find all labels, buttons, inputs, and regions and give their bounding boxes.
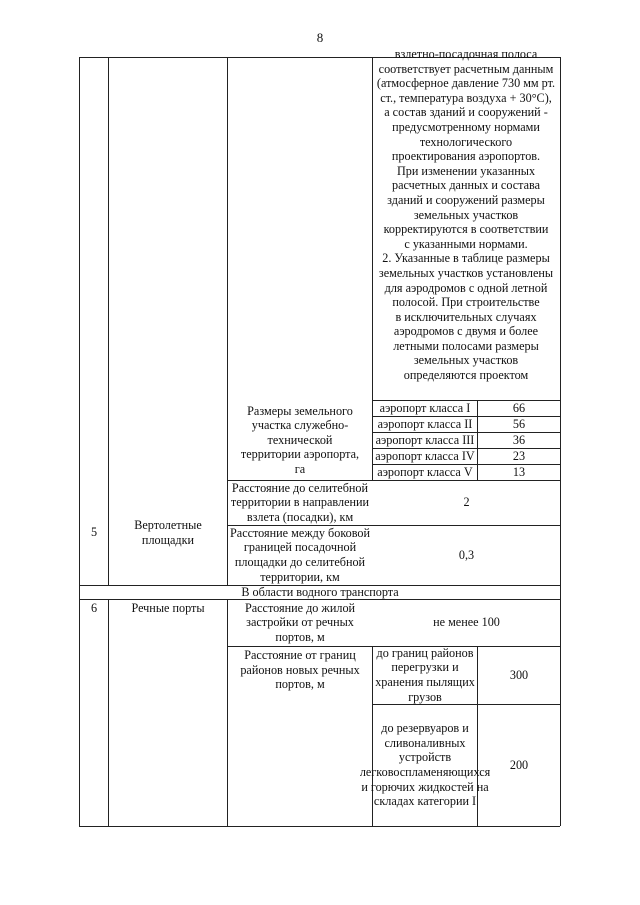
- row5-value-2: 0,3: [458, 547, 475, 562]
- row6-param-1: Расстояние до жилой застройки от речных портов, м: [244, 600, 356, 644]
- airport-class-4-value: 23: [512, 449, 526, 464]
- row5-param-1: Расстояние до селитебной территории в направлении взлета (посадки), км: [230, 480, 370, 524]
- row5-param-2: Расстояние между боковой границей посадочной площадки до селитебной территории, км: [230, 525, 371, 584]
- note-line: полосой. При строительстве: [392, 295, 540, 310]
- note-line: летными полосами размеры: [393, 338, 539, 353]
- note-line: предусмотренному нормами: [392, 119, 540, 134]
- note-line: проектирования аэропортов.: [391, 149, 541, 164]
- note-line: расчетных данных и состава: [391, 178, 541, 193]
- note-line: земельных участков: [413, 353, 519, 368]
- row6-name: Речные порты: [131, 601, 205, 615]
- note-line: зданий и сооружений размеры: [387, 192, 545, 207]
- note-line: с указанными нормами.: [404, 236, 528, 251]
- row5-value-1: 2: [463, 495, 470, 510]
- row6-param-2: Расстояние от границ районов новых речных портов, м: [240, 648, 360, 692]
- airport-note-text: [372, 47, 560, 383]
- airport-class-1-value: 66: [512, 401, 526, 416]
- note-line: а состав зданий и сооружений -: [384, 105, 548, 120]
- note-line: ст., температура воздуха + 30°С),: [380, 90, 552, 105]
- note-line: (атмосферное давление 730 мм рт.: [376, 76, 556, 91]
- row6-sub1-label: до границ районов перегрузки и хранения пылящих грузов: [375, 645, 475, 704]
- row6-sub2-label: до резервуаров и сливоналивных устройств легковоспламеняющихся и горючих жидкостей на складах категории I: [359, 721, 491, 809]
- row6-number: 6: [90, 601, 98, 615]
- note-line: аэродромов с двумя и более: [393, 324, 539, 339]
- airport-class-3-label: аэропорт класса III: [375, 433, 475, 448]
- row6-sub1-value: 300: [509, 667, 529, 682]
- note-line: корректируются в соответствии: [383, 222, 549, 237]
- airport-class-1-label: аэропорт класса I: [379, 401, 471, 416]
- note-line: определяются проектом: [403, 368, 529, 383]
- airport-area-label: Размеры земельного участка служебно-технической территории аэропорта, га: [240, 403, 360, 476]
- row6-sub2-value: 200: [509, 757, 529, 772]
- page-number: 8: [316, 30, 324, 45]
- airport-class-2-label: аэропорт класса II: [377, 417, 473, 432]
- row6-value-1: не менее 100: [433, 615, 500, 630]
- note-line: 2. Указанные в таблице размеры: [382, 251, 550, 266]
- airport-class-4-label: аэропорт класса IV: [375, 449, 475, 464]
- note-line: взлетно-посадочная полоса: [394, 47, 538, 61]
- airport-class-2-value: 56: [512, 417, 526, 432]
- note-line: соответствует расчетным данным: [378, 61, 554, 76]
- row5-number: 5: [90, 525, 98, 540]
- note-line: земельных участков установлены: [378, 265, 554, 280]
- section-water-transport: В области водного транспорта: [241, 584, 399, 599]
- airport-class-5-value: 13: [512, 465, 526, 480]
- airport-class-3-value: 36: [512, 433, 526, 448]
- note-line: технологического: [419, 134, 513, 149]
- airport-class-5-label: аэропорт класса V: [377, 465, 473, 480]
- row5-name: Вертолетные площадки: [134, 517, 202, 547]
- note-line: земельных участков: [413, 207, 519, 222]
- note-line: в исключительных случаях: [395, 309, 537, 324]
- note-line: При изменении указанных: [396, 163, 536, 178]
- note-line: для аэродромов с одной летной: [384, 280, 548, 295]
